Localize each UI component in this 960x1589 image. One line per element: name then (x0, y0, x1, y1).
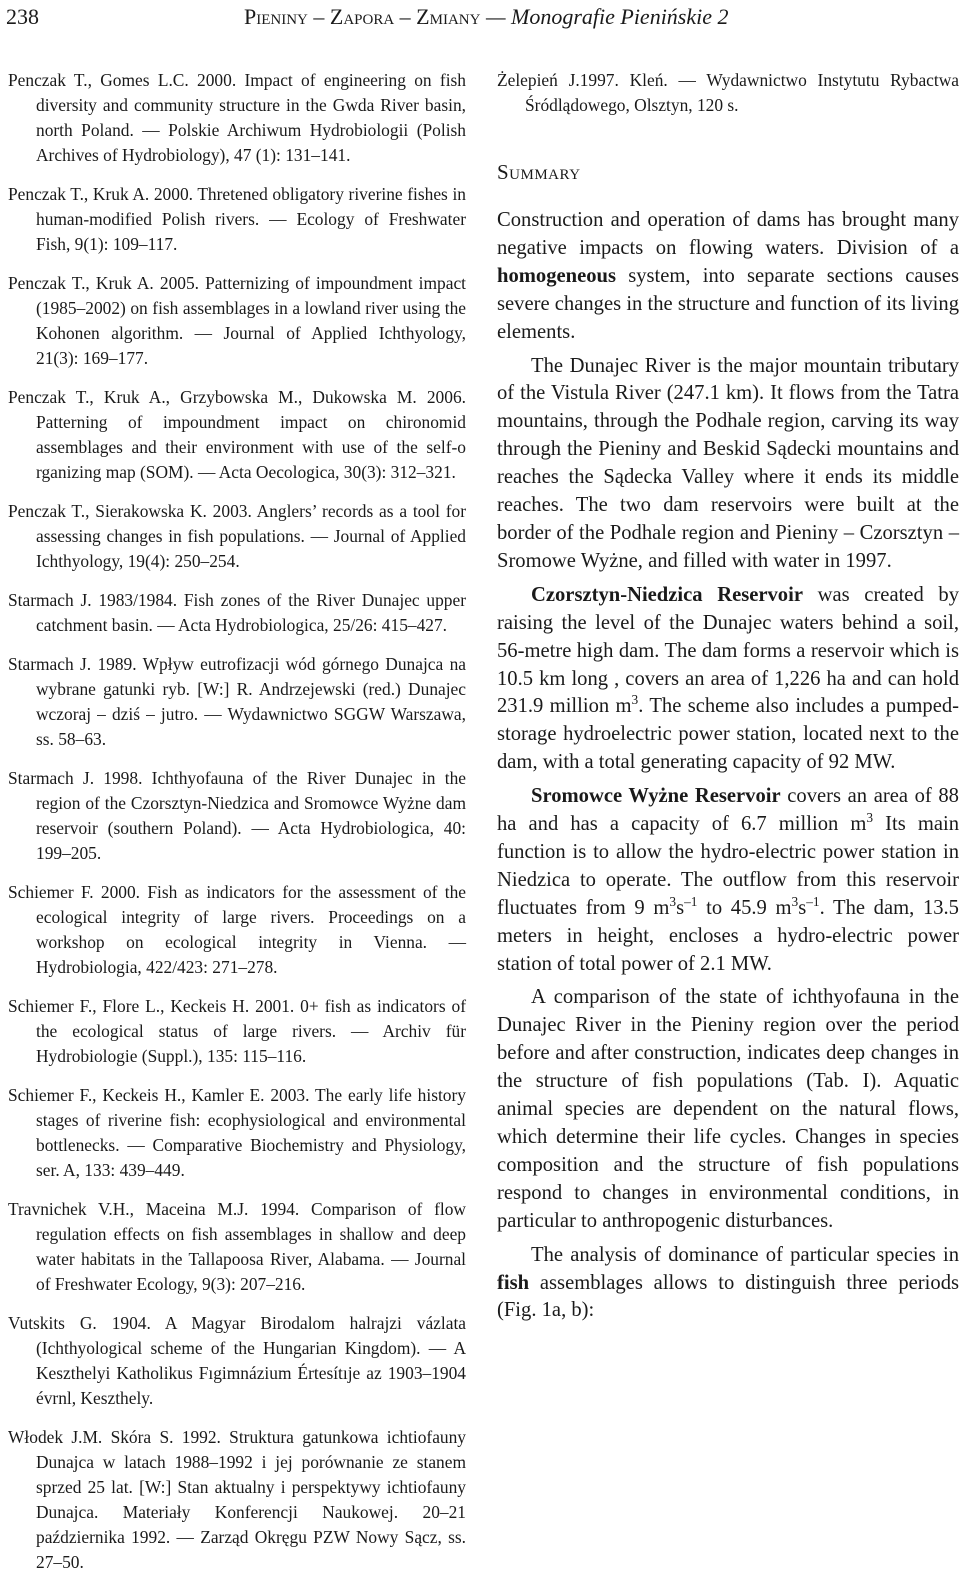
reference-entry: Schiemer F., Flore L., Keckeis H. 2001. 0+ fish as indicators of the ecological status of large rivers. — Archiv für Hydrobiologie (Suppl.), 135: 115–116. (8, 996, 466, 1066)
reference-entry: Penczak T., Kruk A. 2000. Thretened obligatory riverine fishes in human-modified Polish rivers. — Ecology of Freshwater Fish, 9(1): 109–117. (8, 184, 466, 254)
summary-heading: Summary (497, 160, 581, 184)
summary-paragraph: Czorsztyn-Niedzica Reservoir was created by raising the level of the Dunajec waters behind a soil, 56-metre high dam. The dam forms a reservoir which is 10.5 km long , covers an area of 1,226 ha and can hold 231.9 million $m^3$. The scheme also includes a pumped-storage hydroelectric power station, located next to the dam, with a total generating capacity of 92 MW. (497, 583, 959, 774)
reference-entry: Starmach J. 1983/1984. Fish zones of the River Dunajec upper catchment basin. — Acta Hydrobiologica, 25/26: 415–427. (8, 590, 466, 635)
summary-paragraph: Sromowce Wyżne Reservoir covers an area of 88 ha and has a capacity of 6.7 million $m^3$ Its main function is to allow the hydro-electric power station in Niedzica to operate. The outflow from this reservoir fluctuates from 9 $m^3s^{-1}$ to 45.9 $m^3s^{-1}$. The dam, 13.5 meters in height, encloses a hydro-electric power station of total power of 2.1 MW. (497, 785, 959, 975)
summary-paragraph: The Dunajec River is the major mountain tributary of the Vistula River (247.1 km). It flows from the Tatra mountains, through the Podhale region, carving its way through the Pieniny and Beskid Sądecki mountains and reaches the Sądecka Valley where it ends its middle reaches. The two dam reservoirs were built at the border of the Podhale region and Pieniny – Czorsztyn – Sromowe Wyżne, and filled with water in 1997. (497, 354, 959, 572)
running-title-series: Pieniny – Zapora – Zmiany (244, 4, 481, 29)
reference-entry: Penczak T., Kruk A., Grzybowska M., Dukowska M. 2006. Patterning of impoundment impact on chironomid assemblages and their environment with use of the self-o rganizing map (SOM). — Acta Oecologica, 30(3): 312–321. (8, 387, 466, 482)
reference-entry: Żelepień J.1997. Kleń. — Wydawnictwo Instytutu Rybactwa Śródlądowego, Olsztyn, 120 s. (497, 70, 959, 115)
page-number: 238 (6, 4, 39, 29)
reference-entry: Penczak T., Kruk A. 2005. Patternizing of impoundment impact (1985–2002) on fish assemblages in a lowland river using the Kohonen algorithm. — Journal of Applied Ichthyology, 21(3): 169–177. (8, 273, 466, 368)
reference-entry: Włodek J.M. Skóra S. 1992. Struktura gatunkowa ichtiofauny Dunajca w latach 1988–1992 i jej porównanie ze stanem sprzed 25 lat. [W:] Stan aktualny i perspektywy ichtiofauny Dunajca. Materiały Konferencji Naukowej. 20–21 października 1992. — Zarząd Okręgu PZW Nowy Sącz, ss. 27–50. (8, 1427, 466, 1572)
summary-paragraph: The analysis of dominance of particular species in fish assemblages allows to distinguish three periods (Fig. 1a, b): (497, 1243, 959, 1322)
summary-paragraph: A comparison of the state of ichthyofauna in the Dunajec River in the Pieniny region over the period before and after construction, indicates deep changes in the structure of fish populations (Tab. I). Aquatic animal species are dependent on the natural flows, which determine their life cycles. Changes in species composition and the structure of fish populations respond to changes in environmental conditions, in particular to anthropogenic disturbances. (497, 986, 959, 1232)
summary-column (497, 68, 959, 1331)
reference-entry: Penczak T., Gomes L.C. 2000. Impact of engineering on fish diversity and community structure in the Gwda River basin, north Poland. — Polskie Archiwum Hydrobiologii (Polish Archives of Hydrobiology), 47 (1): 131–141. (8, 70, 466, 165)
reference-entry: Vutskits G. 1904. A Magyar Birodalom halrajzi vázlata (Ichthyological scheme of the Hungarian Kingdom). — A Keszthelyi Katholikus Fıgimnázium Értesítıje az 1903–1904 évrnl, Keszthely. (8, 1313, 466, 1408)
page-header (6, 4, 952, 34)
reference-entry: Penczak T., Sierakowska K. 2003. Anglers’ records as a tool for assessing changes in fish populations. — Journal of Applied Ichthyology, 19(4): 250–254. (8, 501, 466, 571)
reference-entry: Starmach J. 1998. Ichthyofauna of the River Dunajec in the region of the Czorsztyn-Niedzica and Sromowce Wyżne dam reservoir (southern Poland). — Acta Hydrobiologica, 40: 199–205. (8, 768, 466, 863)
running-title (244, 4, 729, 30)
reference-entry: Schiemer F. 2000. Fish as indicators for the assessment of the ecological integrity of large rivers. Proceedings on a workshop on ecological integrity in Vienna. — Hydrobiologia, 422/423: 271–278. (8, 882, 466, 977)
reference-entry: Schiemer F., Keckeis H., Kamler E. 2003. The early life history stages of riverine fish: ecophysiological and environmental bottlenecks. — Comparative Biochemistry and Physiology, ser. A, 133: 439–449. (8, 1085, 466, 1180)
reference-entry: Travnichek V.H., Maceina M.J. 1994. Comparison of flow regulation effects on fish assemblages in shallow and deep water habitats in the Tallapoosa River, Alabama. — Journal of Freshwater Ecology, 9(3): 207–216. (8, 1199, 466, 1294)
reference-entry: Starmach J. 1989. Wpływ eutrofizacji wód górnego Dunajca na wybrane gatunki ryb. [W:] R. Andrzejewski (red.) Dunajec wczoraj – dziś – jutro. — Wydawnictwo SGGW Warszawa, ss. 58–63. (8, 654, 466, 749)
references-column (8, 68, 466, 1589)
running-title-monograph: — Monografie Pienińskie 2 (485, 4, 729, 29)
summary-paragraph: Construction and operation of dams has brought many negative impacts on flowing waters. Division of a homogeneous system, into separate sections causes severe changes in the structure and function of its living elements. (497, 209, 959, 343)
